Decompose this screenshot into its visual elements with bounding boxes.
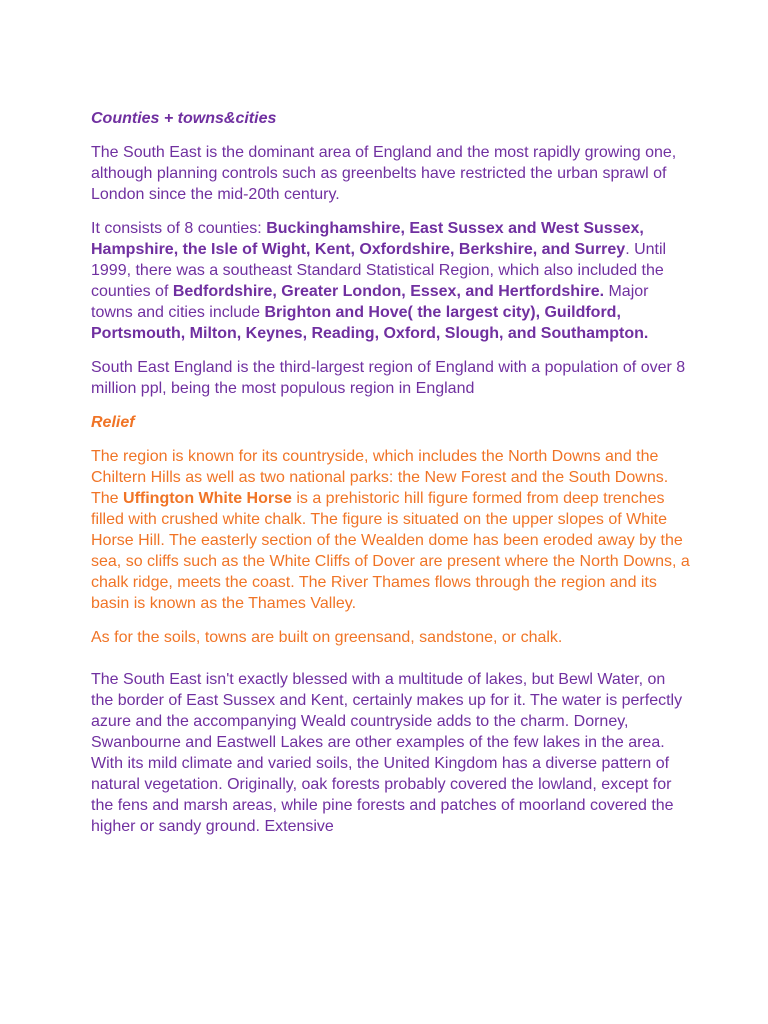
paragraph-lakes: The South East isn't exactly blessed with a multitude of lakes, but Bewl Water, on the border of East Sussex and Kent, certainly makes up for it. The water is perfectly azure and the accompanying Weald countryside adds to the charm. Dorney, Swanbourne and Eastwell Lakes are other examples of the few lakes in the area. — [91, 671, 683, 751]
counties-text-2: . Until 1999, there was a southeast Standard Statistical Region, which also included the counties of — [91, 241, 667, 300]
paragraph-population: South East England is the third-largest region of England with a population of over 8 million ppl, being the most populous region in England — [91, 359, 686, 397]
paragraph-countryside — [91, 446, 691, 614]
counties-list-bold: Buckinghamshire, East Sussex and West Sussex, Hampshire, the Isle of Wight, Kent, Oxfordshire, Berkshire, and Surrey — [91, 220, 644, 258]
paragraph-counties — [91, 218, 691, 344]
counties-text-3: Major towns and cities include — [91, 283, 649, 321]
extra-counties-bold: Bedfordshire, Greater London, Essex, and Hertfordshire. — [172, 283, 605, 300]
relief-text-1: The region is known for its countryside, which includes the North Downs and the Chiltern Hills as well as two national parks: the New Forest and the South Downs. The — [91, 448, 669, 507]
uffington-bold: Uffington White Horse — [123, 490, 292, 507]
paragraph-south-east-intro: The South East is the dominant area of England and the most rapidly growing one, although planning controls such as greenbelts have restricted the urban sprawl of London since the mid-20th century. — [91, 144, 677, 203]
towns-list-bold: Brighton and Hove( the largest city), Guildford, Portsmouth, Milton, Keynes, Reading, Oxford, Slough, and Southampton. — [91, 304, 649, 342]
section-heading-counties: Counties + towns&cities — [91, 110, 277, 127]
section-heading-relief: Relief — [91, 414, 135, 431]
counties-text-1: It consists of 8 counties: — [91, 220, 267, 237]
relief-text-2: is a prehistoric hill figure formed from deep trenches filled with crushed white chalk. The figure is situated on the upper slopes of White Horse Hill. The easterly section of the Wealden dome has been eroded away by the sea, so cliffs such as the White Cliffs of Dover are present where the North Downs, a chalk ridge, meets the coast. The River Thames flows through the region and its basin is known as the Thames Valley. — [91, 490, 690, 612]
paragraph-vegetation: With its mild climate and varied soils, the United Kingdom has a diverse pattern of natural vegetation. Originally, oak forests probably covered the lowland, except for the fens and marsh areas, while pine forests and patches of moorland covered the higher or sandy ground. Extensive — [91, 755, 674, 835]
document-page — [91, 108, 691, 837]
paragraph-soils: As for the soils, towns are built on greensand, sandstone, or chalk. — [91, 629, 563, 646]
